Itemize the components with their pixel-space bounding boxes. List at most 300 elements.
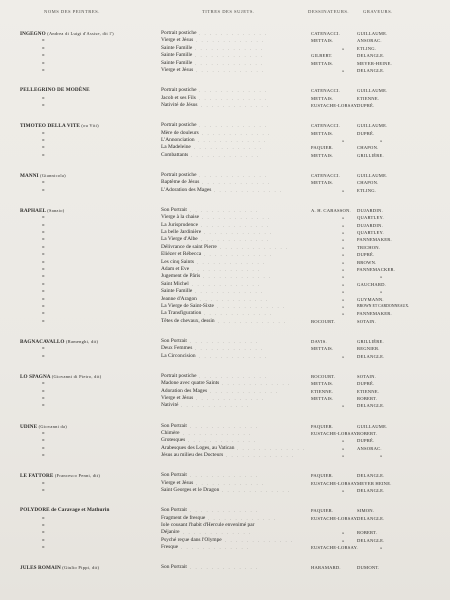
catalog-row <box>20 37 440 44</box>
ditto-mark: » <box>42 66 45 73</box>
engraver-name: » <box>380 545 383 551</box>
painter-note: (Giovanni da) <box>38 423 68 429</box>
subject-title: Son Portrait <box>161 564 187 571</box>
ditto-mark: » <box>42 529 45 536</box>
ditto-mark: » <box>42 302 45 309</box>
ditto-mark: » <box>42 487 45 494</box>
catalog-table <box>20 30 440 585</box>
leader-dots: . . . . . . . . . . . . . <box>214 187 283 193</box>
catalog-row <box>20 266 440 273</box>
catalog-row <box>20 318 440 325</box>
catalog-row <box>20 310 440 317</box>
engraver-name: » <box>380 137 383 143</box>
leader-dots: . . . . . . . . . . . . . <box>196 480 265 486</box>
leader-dots: . . . . . . . . . . . . . <box>199 123 268 129</box>
engraver-name: PANNEMAKER. <box>357 311 392 317</box>
subject-title: Son Portrait <box>161 472 187 479</box>
painter-name-text: POLYDORE de Caravage et Mathurin <box>20 507 110 514</box>
subject-title: Portrait postiche <box>161 87 197 94</box>
leader-dots: . . . . . . . . . . . . . <box>196 38 265 44</box>
subject-title: Nativité de Jésus <box>161 101 198 108</box>
draughtsman-name: METTAIS. <box>311 152 334 158</box>
draughtsman-name: EUSTACHE-LORSAY. <box>311 480 358 486</box>
ditto-mark: » <box>42 317 45 324</box>
draughtsman-name: METTAIS. <box>311 396 334 402</box>
ditto-mark: » <box>42 265 45 272</box>
subject-title: La Vierge de Saint-Sixte <box>161 302 214 309</box>
ditto-mark: » <box>42 536 45 543</box>
catalog-row <box>20 345 440 352</box>
catalog-row <box>20 152 440 159</box>
leader-dots: . . . . . . . . . . . . . <box>202 180 271 186</box>
leader-dots: . . . . . . . . . . . . . <box>199 353 268 359</box>
draughtsman-name: » <box>342 274 345 280</box>
leader-dots: . . . . . . . . . . . . . <box>196 67 265 73</box>
ditto-mark: » <box>42 514 45 521</box>
engraver-name: DUPRÉ. <box>357 438 375 444</box>
leader-dots: . . . . . . . . . . . . . <box>225 537 294 543</box>
engraver-name: DUJARDIN. <box>357 222 383 228</box>
draughtsman-name: » <box>342 67 345 73</box>
ditto-mark: » <box>42 310 45 317</box>
subject-title: Baptême de Jésus <box>161 179 200 186</box>
draughtsman-name: » <box>342 222 345 228</box>
catalog-row <box>20 472 440 479</box>
ditto-mark: » <box>42 243 45 250</box>
subject-title: Sainte Famille <box>161 59 193 66</box>
painter-name-text: LO SPAGNA <box>20 373 51 380</box>
painter-name-text: JULES ROMAIN <box>20 565 61 572</box>
leader-dots: . . . . . . . . . . . . . <box>195 346 264 352</box>
ditto-mark: » <box>42 352 45 359</box>
engraver-name: DUMONT. <box>357 565 380 571</box>
painter-group <box>20 507 440 551</box>
draughtsman-name: EUSTACHE-LORSAY. <box>311 430 358 436</box>
draughtsman-name: PAQUIER. <box>311 145 334 151</box>
ditto-mark: » <box>42 258 45 265</box>
leader-dots: . . . . . . . . . . . . . <box>196 396 265 402</box>
ditto-mark: » <box>42 229 45 235</box>
catalog-row <box>20 423 440 430</box>
draughtsman-name: METTAIS. <box>311 130 334 136</box>
leader-dots: . . . . . . . . . . . . . <box>194 145 263 151</box>
ditto-mark: » <box>42 179 45 186</box>
header-engravers: GRAVEURS. <box>363 9 393 14</box>
leader-dots: . . . . . . . . . . . . . <box>217 303 286 309</box>
subject-title: Psyché reçue dans l'Olympe <box>161 536 222 543</box>
subject-title: Grotesques <box>161 437 186 444</box>
ditto-mark: » <box>42 429 45 436</box>
draughtsman-name: METTAIS. <box>311 60 334 66</box>
catalog-row <box>20 179 440 186</box>
painter-group <box>20 122 440 159</box>
painter-note: (Giulio Pippi, dit) <box>62 565 100 571</box>
ditto-mark: » <box>42 437 45 444</box>
leader-dots: . . . . . . . . . . . . . <box>202 215 271 221</box>
draughtsman-name: METTAIS. <box>311 38 334 44</box>
engraver-name: DUJARDIN. <box>357 207 383 213</box>
leader-dots: . . . . . . . . . . . . . <box>191 152 260 158</box>
catalog-row <box>20 251 440 258</box>
leader-dots: . . . . . . . . . . . . . <box>202 130 271 136</box>
painter-note: (Sanzio) <box>47 207 65 213</box>
ditto-mark: » <box>42 522 45 529</box>
draughtsman-name: » <box>342 445 345 451</box>
subject-title: Mère de douleurs <box>161 129 199 136</box>
draughtsman-name: » <box>342 488 345 494</box>
subject-title: Combattants <box>161 151 189 158</box>
painter-name-text: MANNI <box>20 172 39 179</box>
ditto-mark: » <box>42 236 45 243</box>
subject-title: Saint Georges et le Dragon <box>161 487 220 494</box>
draughtsman-name: PAQUIER. <box>311 473 334 479</box>
engraver-name: GUYMANN. <box>357 296 384 302</box>
subject-title: La Transfiguration <box>161 310 202 317</box>
ditto-mark: » <box>42 273 45 280</box>
ditto-mark: » <box>42 59 45 66</box>
header-titles: TITRES DES SUJETS. <box>202 9 255 14</box>
subject-title: La Circoncision <box>161 352 196 359</box>
leader-dots: . . . . . . . . . . . . . <box>192 281 261 287</box>
engraver-name: ETIENNE. <box>357 95 380 101</box>
ditto-mark: » <box>42 186 45 193</box>
subject-title: Déjanire <box>161 529 180 536</box>
draughtsman-name: CATENACCI. <box>311 88 340 94</box>
catalog-row <box>20 529 440 536</box>
draughtsman-name: » <box>342 237 345 243</box>
catalog-row <box>20 296 440 303</box>
painter-name-text: INGEGNO <box>20 31 46 37</box>
painter-name-text: TIMOTEO DELLA VITE <box>20 123 80 130</box>
subject-title: Son Portrait <box>161 422 187 429</box>
engraver-name: » <box>380 289 383 295</box>
engraver-name: DELANGLE. <box>357 403 385 409</box>
catalog-row <box>20 402 440 409</box>
draughtsman-name: PAQUIER. <box>311 423 334 429</box>
leader-dots: . . . . . . . . . . . . . <box>199 373 268 379</box>
catalog-row <box>20 487 440 494</box>
leader-dots: . . . . . . . . . . . . . <box>226 453 295 459</box>
engraver-name: DUPRÉ. <box>357 381 375 387</box>
subject-title: Son Portrait <box>161 507 187 514</box>
ditto-mark: » <box>42 44 45 51</box>
subject-title: Têtes de chevaux, dessin <box>161 317 215 324</box>
draughtsman-name: BOCOURT. <box>311 318 336 324</box>
engraver-name: » <box>380 453 383 459</box>
catalog-row <box>20 452 440 459</box>
engraver-name: GAUCHARD. <box>357 281 386 287</box>
engraver-name: » <box>380 274 383 280</box>
subject-title: Eliézer et Rébecca <box>161 251 202 258</box>
catalog-row <box>20 544 440 551</box>
subject-title: Vierge et Jésus <box>161 37 194 44</box>
engraver-name: CHAPON. <box>357 145 379 151</box>
catalog-row <box>20 437 440 444</box>
engraver-name: ANSORAC. <box>357 445 382 451</box>
engraver-name: PANNEMACKER. <box>357 266 396 272</box>
subject-title: Les cinq Saints <box>161 258 194 265</box>
ditto-mark: » <box>42 544 45 551</box>
draughtsman-name: » <box>342 244 345 250</box>
ditto-mark: » <box>42 94 45 101</box>
subject-title: La Madeleine <box>161 144 191 151</box>
subject-title: Sainte Famille <box>161 288 193 295</box>
engraver-name: ETLING. <box>357 187 377 193</box>
engraver-name: SOTAIN. <box>357 373 377 379</box>
painter-name <box>20 507 109 514</box>
painter-name <box>20 564 99 572</box>
engraver-name: MEYER-HEINE. <box>357 60 392 66</box>
painter-note: (Giovanni di Pietro, dit) <box>51 373 102 379</box>
engraver-name: DELANGLE. <box>357 53 385 59</box>
catalog-row <box>20 172 440 179</box>
catalog-row <box>20 222 440 229</box>
engraver-name: ROBERT. <box>357 430 378 436</box>
draughtsman-name: » <box>342 137 345 143</box>
engraver-name: DELANGLE. <box>357 67 385 73</box>
subject-title: Son Portrait <box>161 337 187 344</box>
engraver-name: DELANGLE. <box>357 537 385 543</box>
leader-dots: . . . . . . . . . . . . . <box>199 31 268 36</box>
engraver-name: GRILLIÉRE. <box>357 152 384 158</box>
leader-dots: . . . . . . . . . . . . . <box>190 423 259 429</box>
leader-dots: . . . . . . . . . . . . . <box>199 88 268 94</box>
subject-title: L'Annonciation <box>161 136 195 143</box>
engraver-name: DELANGLE. <box>357 473 385 479</box>
subject-title: Madone avec quatre Saints <box>161 380 220 387</box>
subject-title: Jeanne d'Aragon <box>161 295 197 302</box>
ditto-mark: » <box>42 144 45 151</box>
subject-title: Fresque <box>161 544 179 551</box>
subject-title: Nativité <box>161 402 179 409</box>
painter-group <box>20 423 440 460</box>
catalog-row <box>20 353 440 360</box>
draughtsman-name: » <box>342 259 345 265</box>
engraver-name: QUARTLEY. <box>357 215 384 221</box>
ditto-mark: » <box>42 395 45 402</box>
ditto-mark: » <box>42 345 45 352</box>
engraver-name: GRILLIÉRE. <box>357 338 384 344</box>
catalog-row <box>20 45 440 52</box>
engraver-name: GUILLAUME. <box>357 423 388 429</box>
draughtsman-name: » <box>342 353 345 359</box>
painter-group <box>20 172 440 194</box>
painter-group <box>20 564 440 571</box>
subject-title: Portrait postiche <box>161 171 197 178</box>
engraver-name: ROBERT. <box>357 530 378 536</box>
leader-dots: . . . . . . . . . . . . . <box>203 274 272 280</box>
ditto-mark: » <box>42 444 45 451</box>
leader-dots: . . . . . . . . . . . . . <box>220 244 289 250</box>
subject-title: L'Adoration des Mages <box>161 186 212 193</box>
leader-dots: . . . . . . . . . . . . . <box>183 530 252 536</box>
leader-dots: . . . . . . . . . . . . . <box>183 430 252 436</box>
engraver-name: BROWN ET CARDONNEAUX. <box>357 303 410 308</box>
subject-title: Vierge et Jésus <box>161 479 194 486</box>
draughtsman-name: GILBERT. <box>311 53 333 59</box>
engraver-name: ETIENNE. <box>357 388 380 394</box>
catalog-row <box>20 303 440 310</box>
leader-dots: . . . . . . . . . . . . . <box>200 296 269 302</box>
catalog-row <box>20 480 440 487</box>
engraver-name: DELANGLE. <box>357 353 385 359</box>
painter-name-text: LE FATTORE <box>20 473 54 480</box>
catalog-row <box>20 122 440 129</box>
engraver-name: DELANGLE. <box>357 515 385 521</box>
subject-title: Jésus au milieu des Docteurs <box>161 452 224 459</box>
catalog-row <box>20 395 440 402</box>
painter-name-text: UDINE <box>20 423 38 430</box>
ditto-mark: » <box>42 387 45 394</box>
leader-dots: . . . . . . . . . . . . . <box>181 403 250 409</box>
leader-dots: . . . . . . . . . . . . . <box>199 95 268 101</box>
subject-title: Portrait postiche <box>161 30 197 36</box>
leader-dots: . . . . . . . . . . . . . <box>197 259 266 265</box>
draughtsman-name: » <box>342 230 345 235</box>
painter-group <box>20 472 440 494</box>
engraver-name: DUPRÉ. <box>357 102 375 108</box>
engraver-name: GUILLAUME. <box>357 123 388 129</box>
engraver-name: REGNIER. <box>357 346 380 352</box>
engraver-name: ANSORAC. <box>357 38 382 44</box>
ditto-mark: » <box>42 129 45 136</box>
engraver-name: DUPRÉ. <box>357 130 375 136</box>
engraver-name: CHAPON. <box>357 180 379 186</box>
engraver-name: ETLING. <box>357 45 377 51</box>
subject-title: La Vierge d'Albe <box>161 236 198 243</box>
leader-dots: . . . . . . . . . . . . . <box>190 565 259 571</box>
draughtsman-name: » <box>342 45 345 51</box>
draughtsman-name: DAVIS. <box>311 338 327 344</box>
draughtsman-name: METTAIS. <box>311 346 334 352</box>
draughtsman-name: » <box>342 311 345 317</box>
draughtsman-name: PAQUIER. <box>311 508 334 514</box>
catalog-row <box>20 273 440 280</box>
draughtsman-name: » <box>342 303 345 309</box>
draughtsman-name: ETIENNE. <box>311 388 334 394</box>
painter-group <box>20 207 440 325</box>
leader-dots: . . . . . . . . . . . . . <box>181 545 250 551</box>
painter-group <box>20 373 440 410</box>
leader-dots: . . . . . . . . . . . . . <box>210 388 279 394</box>
draughtsman-name: METTAIS. <box>311 381 334 387</box>
catalog-row <box>20 87 440 94</box>
engraver-name: SOTAIN. <box>357 318 377 324</box>
column-headers <box>0 9 450 19</box>
catalog-row <box>20 130 440 137</box>
draughtsman-name: A. H. CABASSON. <box>311 207 351 213</box>
painter-note: (Francesco Penni, dit) <box>54 473 101 479</box>
leader-dots: . . . . . . . . . . . . . <box>190 207 259 213</box>
draughtsman-name: CATENACCI. <box>311 31 340 36</box>
leader-dots: . . . . . . . . . . . . . <box>192 266 261 272</box>
ditto-mark: » <box>42 101 45 108</box>
subject-title: Iole cousant l'habit d'Hercule envenimé par <box>161 522 255 529</box>
leader-dots: . . . . . . . . . . . . . <box>190 473 259 479</box>
leader-dots: . . . . . . . . . . . . . <box>195 53 264 59</box>
draughtsman-name: » <box>342 296 345 302</box>
painter-note: (Giannicola) <box>40 172 66 178</box>
painter-note: (Ramenghi, dit) <box>65 338 99 344</box>
ditto-mark: » <box>42 52 45 59</box>
subject-title: Vierge à la chaise <box>161 214 200 221</box>
catalog-row <box>20 60 440 67</box>
engraver-name: SIMON. <box>357 508 375 514</box>
draughtsman-name: » <box>342 187 345 193</box>
catalog-row <box>20 281 440 288</box>
catalog-row <box>20 380 440 387</box>
subject-title: Jacob et ses Fils <box>161 94 196 101</box>
draughtsman-name: CATENACCI. <box>311 172 340 178</box>
draughtsman-name: » <box>342 281 345 287</box>
painter-note: (ou Viti) <box>81 123 99 129</box>
engraver-name: TRICHON. <box>357 244 381 250</box>
ditto-mark: » <box>42 479 45 486</box>
painter-name <box>20 87 90 94</box>
painter-name-text: PELLEGRINO DE MODÈNE <box>20 87 90 94</box>
engraver-name: QUARTLEY. <box>357 230 384 235</box>
leader-dots: . . . . . . . . . . . . . <box>190 338 259 344</box>
catalog-row <box>20 236 440 243</box>
catalog-row <box>20 244 440 251</box>
leader-dots: . . . . . . . . . . . . . <box>201 222 270 228</box>
painter-group <box>20 338 440 360</box>
catalog-row <box>20 187 440 194</box>
leader-dots: . . . . . . . . . . . . . <box>237 445 306 451</box>
ditto-mark: » <box>42 380 45 387</box>
leader-dots: . . . . . . . . . . . . . <box>201 237 270 243</box>
leader-dots: . . . . . . . . . . . . . <box>195 289 264 295</box>
header-draughtsmen: DESSINATEURS. <box>308 9 350 14</box>
draughtsman-name: EUSTACHE-LORSAY. <box>311 545 358 551</box>
subject-title: Saint Michel <box>161 280 189 287</box>
catalog-row <box>20 338 440 345</box>
leader-dots: . . . . . . . . . . . . . <box>222 381 291 387</box>
draughtsman-name: » <box>342 252 345 258</box>
subject-title: Deux Femmes <box>161 345 193 352</box>
ditto-mark: » <box>42 280 45 287</box>
ditto-mark: » <box>42 221 45 228</box>
catalog-row <box>20 507 440 514</box>
catalog-row <box>20 515 440 522</box>
catalog-row <box>20 564 440 571</box>
painter-group <box>20 87 440 109</box>
ditto-mark: » <box>42 402 45 409</box>
subject-title: Vierge et Jésus <box>161 66 194 73</box>
subject-title: La Jurisprudence <box>161 221 198 228</box>
draughtsman-name: » <box>342 215 345 221</box>
subject-title: Vierge et Jésus <box>161 395 194 402</box>
engraver-name: PANNEMAKER. <box>357 237 392 243</box>
engraver-name: ROBERT. <box>357 396 378 402</box>
subject-title: Sainte Famille <box>161 44 193 51</box>
catalog-row <box>20 144 440 151</box>
subject-title: Jugement de Pâris <box>161 273 201 280</box>
engraver-name: MEYER HEINE. <box>357 480 392 486</box>
subject-title: Délivrance de saint Pierre <box>161 243 217 250</box>
leader-dots: . . . . . . . . . . . . . <box>201 102 270 108</box>
leader-dots: . . . . . . . . . . . . . <box>204 311 273 317</box>
draughtsman-name: » <box>342 453 345 459</box>
leader-dots: . . . . . . . . . . . . . <box>195 45 264 51</box>
draughtsman-name: CATENACCI. <box>311 123 340 129</box>
catalog-row <box>20 207 440 214</box>
ditto-mark: » <box>42 251 45 258</box>
engraver-name: DUPRÉ. <box>357 252 375 258</box>
draughtsman-name: METTAIS. <box>311 180 334 186</box>
ditto-mark: » <box>42 288 45 295</box>
leader-dots: . . . . . . . . . . . . . <box>208 515 277 521</box>
